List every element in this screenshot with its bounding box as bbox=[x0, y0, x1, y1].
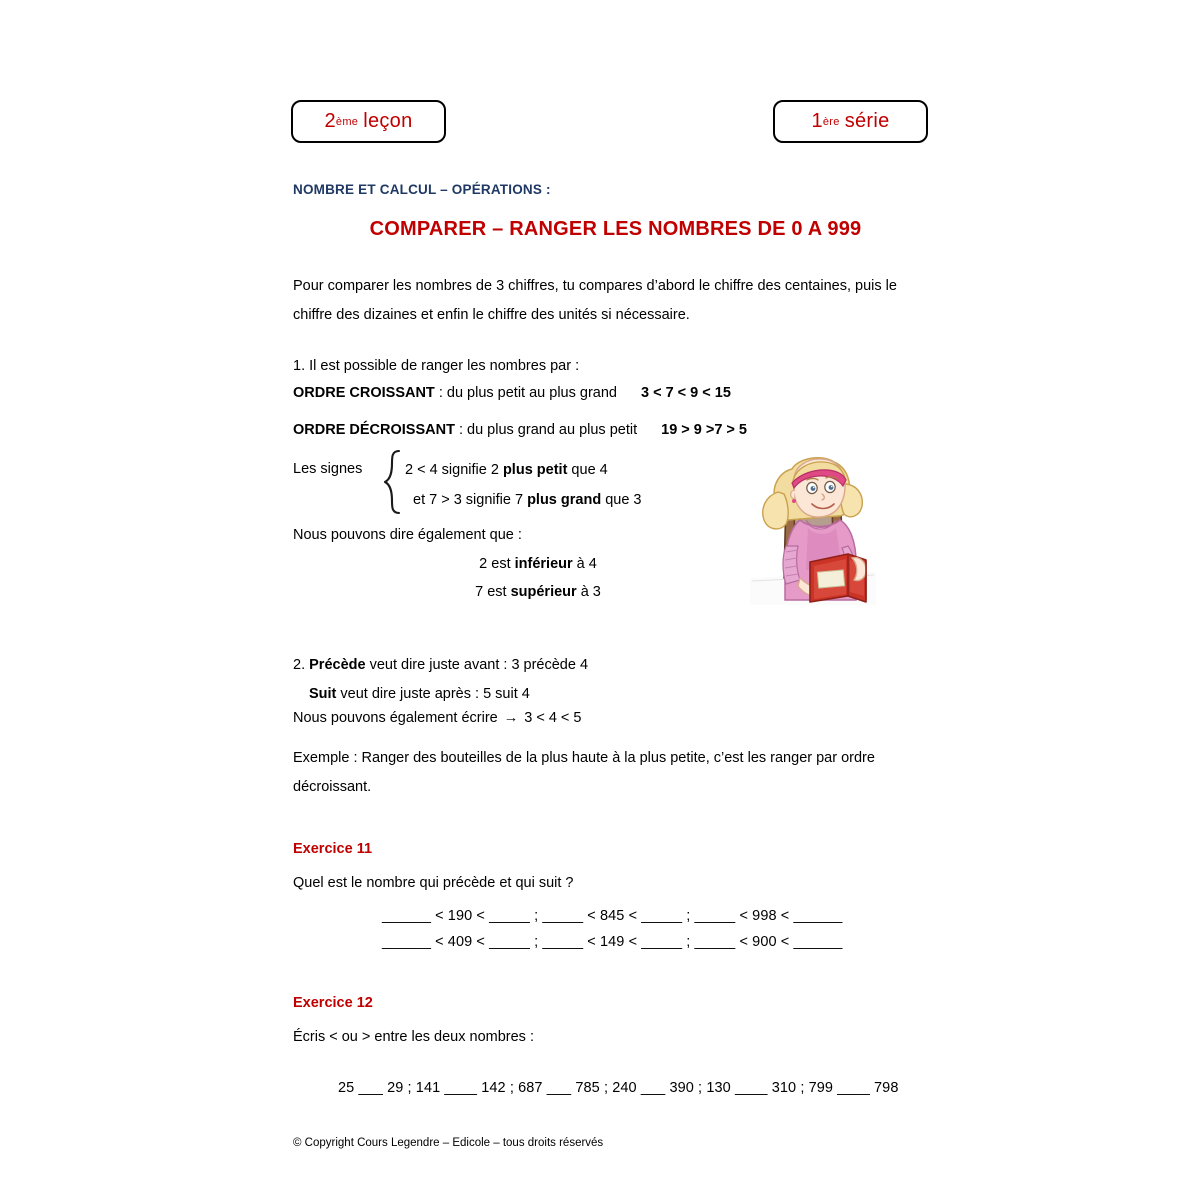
statement-superieur-post: à 3 bbox=[576, 584, 601, 600]
ordre-decroissant-line bbox=[293, 422, 747, 438]
lesson-badge-number: 2 bbox=[324, 110, 336, 132]
section2-suit-text: veut dire juste après : 5 suit 4 bbox=[336, 686, 530, 702]
section2-suit-bold: Suit bbox=[309, 686, 337, 702]
right-arrow-icon: → bbox=[503, 710, 519, 726]
statement-inferieur-pre: 2 est bbox=[479, 556, 515, 572]
section2-precede-bold: Précède bbox=[309, 657, 366, 673]
sign-line-1-post: que 4 bbox=[567, 462, 608, 478]
example-paragraph: Exemple : Ranger des bouteilles de la plus haute à la plus petite, c’est les ranger par ordre décroissant. bbox=[293, 750, 875, 795]
sign-line-2-pre: et 7 > 3 signifie 7 bbox=[413, 492, 528, 508]
section2-line-suit bbox=[293, 686, 530, 702]
lesson-badge: 2 ème leçon bbox=[291, 100, 446, 143]
exercise-11-row-1[interactable]: ______ < 190 < _____ ; _____ < 845 < _____ ; _____ < 998 < ______ bbox=[382, 908, 843, 924]
sign-line-1-pre: 2 < 4 signifie 2 bbox=[405, 462, 503, 478]
statement-inferieur-post: à 4 bbox=[572, 556, 597, 572]
statement-inferieur-bold: inférieur bbox=[514, 556, 573, 572]
section2-line-precede bbox=[293, 657, 588, 673]
ordre-croissant-label: ORDRE CROISSANT bbox=[293, 385, 435, 401]
statement-superieur-bold: supérieur bbox=[510, 584, 577, 600]
ordre-decroissant-desc: : du plus grand au plus petit bbox=[454, 422, 638, 438]
lesson-badge-word: leçon bbox=[363, 110, 413, 132]
signs-label: Les signes bbox=[293, 461, 363, 477]
statement-superieur bbox=[293, 584, 783, 600]
ordre-croissant-sequence: 3 < 7 < 9 < 15 bbox=[640, 385, 731, 401]
series-badge: 1 ère série bbox=[773, 100, 928, 143]
girl-reading-book-illustration bbox=[748, 450, 878, 605]
signs-lines bbox=[405, 455, 642, 515]
section-kicker: NOMBRE ET CALCUL – OPÉRATIONS : bbox=[293, 182, 551, 197]
ordre-decroissant-label: ORDRE DÉCROISSANT bbox=[293, 422, 455, 438]
exercise-11-title: Exercice 11 bbox=[293, 841, 373, 857]
series-badge-number: 1 bbox=[811, 110, 823, 132]
also-lead-text: Nous pouvons dire également que : bbox=[293, 527, 522, 543]
statement-inferieur bbox=[293, 556, 783, 572]
exercise-11-prompt: Quel est le nombre qui précède et qui suit ? bbox=[293, 875, 574, 891]
exercise-12-prompt: Écris < ou > entre les deux nombres : bbox=[293, 1029, 534, 1045]
exercise-12-row[interactable]: 25 ___ 29 ; 141 ____ 142 ; 687 ___ 785 ; 240 ___ 390 ; 130 ____ 310 ; 799 ____ 798 bbox=[338, 1080, 899, 1096]
sign-line-1-bold: plus petit bbox=[502, 462, 568, 478]
sign-line-2 bbox=[405, 485, 642, 515]
left-curly-brace-icon bbox=[381, 449, 403, 515]
signs-group bbox=[293, 455, 733, 511]
copyright-footer: © Copyright Cours Legendre – Edicole – tous droits réservés bbox=[293, 1137, 604, 1149]
section2-line-number: 2. bbox=[293, 657, 310, 673]
exercise-12-title: Exercice 12 bbox=[293, 995, 373, 1011]
section2-ecrire-sequence: 3 < 4 < 5 bbox=[524, 710, 582, 726]
section2-line-ecrire bbox=[293, 710, 581, 726]
sign-line-1 bbox=[405, 455, 642, 485]
intro-paragraph: Pour comparer les nombres de 3 chiffres, tu compares d’abord le chiffre des centaines, puis le chiffre des dizaines et enfin le chiffre des unités si nécessaire. bbox=[293, 278, 897, 323]
page-title: COMPARER – RANGER LES NOMBRES DE 0 A 999 bbox=[369, 218, 862, 240]
sign-line-2-post: que 3 bbox=[601, 492, 642, 508]
ordre-decroissant-sequence: 19 > 9 >7 > 5 bbox=[661, 422, 747, 438]
section2-precede-text: veut dire juste avant : 3 précède 4 bbox=[365, 657, 589, 673]
exercise-11-row-2[interactable]: ______ < 409 < _____ ; _____ < 149 < _____ ; _____ < 900 < ______ bbox=[382, 934, 843, 950]
sign-line-2-bold: plus grand bbox=[527, 492, 602, 508]
section2-ecrire-text: Nous pouvons également écrire bbox=[293, 710, 498, 726]
section1-lead: 1. Il est possible de ranger les nombres par : bbox=[293, 358, 580, 374]
ordre-croissant-desc: : du plus petit au plus grand bbox=[434, 385, 617, 401]
statement-superieur-pre: 7 est bbox=[475, 584, 511, 600]
ordre-croissant-line bbox=[293, 385, 731, 401]
series-badge-word: série bbox=[844, 110, 890, 132]
